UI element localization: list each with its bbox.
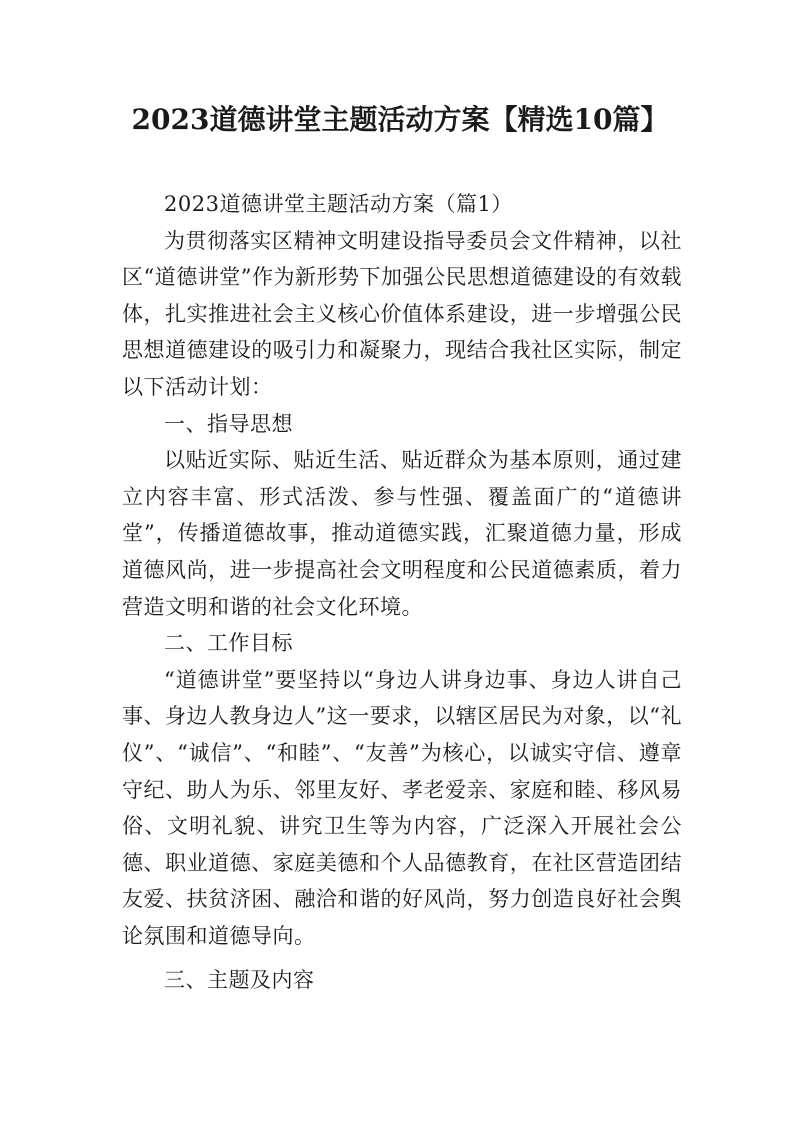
section-paragraph-2: “道德讲堂”要坚持以“身边人讲身边事、身边人讲自己事、身边人教身边人”这一要求，以辖区居民为对象，以“礼仪”、“诚信”、“和睦”、“友善”为核心，以诚实守信、遵章守纪、助人为乐、邻里友好、孝老爱亲、家庭和睦、移风易俗、文明礼貌、讲究卫生等为内容，广泛深入开展社会公德、职业道德、家庭美德和个人品德教育，在社区营造团结友爱、扶贫济困、融洽和谐的好风尚，努力创造良好社会舆论氛围和道德导向。: [122, 667, 682, 948]
intro-paragraph: 为贯彻落实区精神文明建设指导委员会文件精神，以社区“道德讲堂”作为新形势下加强公民思想道德建设的有效载体，扎实推进社会主义核心价值体系建设，进一步增强公民思想道德建设的吸引力和凝聚力，现结合我社区实际，制定以下活动计划：: [122, 228, 682, 399]
document-title: 2023道德讲堂主题活动方案【精选10篇】: [131, 103, 669, 136]
article-subtitle: 2023道德讲堂主题活动方案（篇1）: [164, 192, 513, 216]
section-heading-1: 一、指导思想: [164, 411, 293, 436]
section-heading-3: 三、主题及内容: [164, 968, 315, 993]
document-body: [122, 186, 682, 999]
section-paragraph-1: 以贴近实际、贴近生活、贴近群众为基本原则，通过建立内容丰富、形式活泼、参与性强、覆盖面广的“道德讲堂”，传播道德故事，推动道德实践，汇聚道德力量，形成道德风尚，进一步提高社会文明程度和公民道德素质，着力营造文明和谐的社会文化环境。: [122, 448, 682, 619]
section-heading-2: 二、工作目标: [164, 631, 293, 656]
